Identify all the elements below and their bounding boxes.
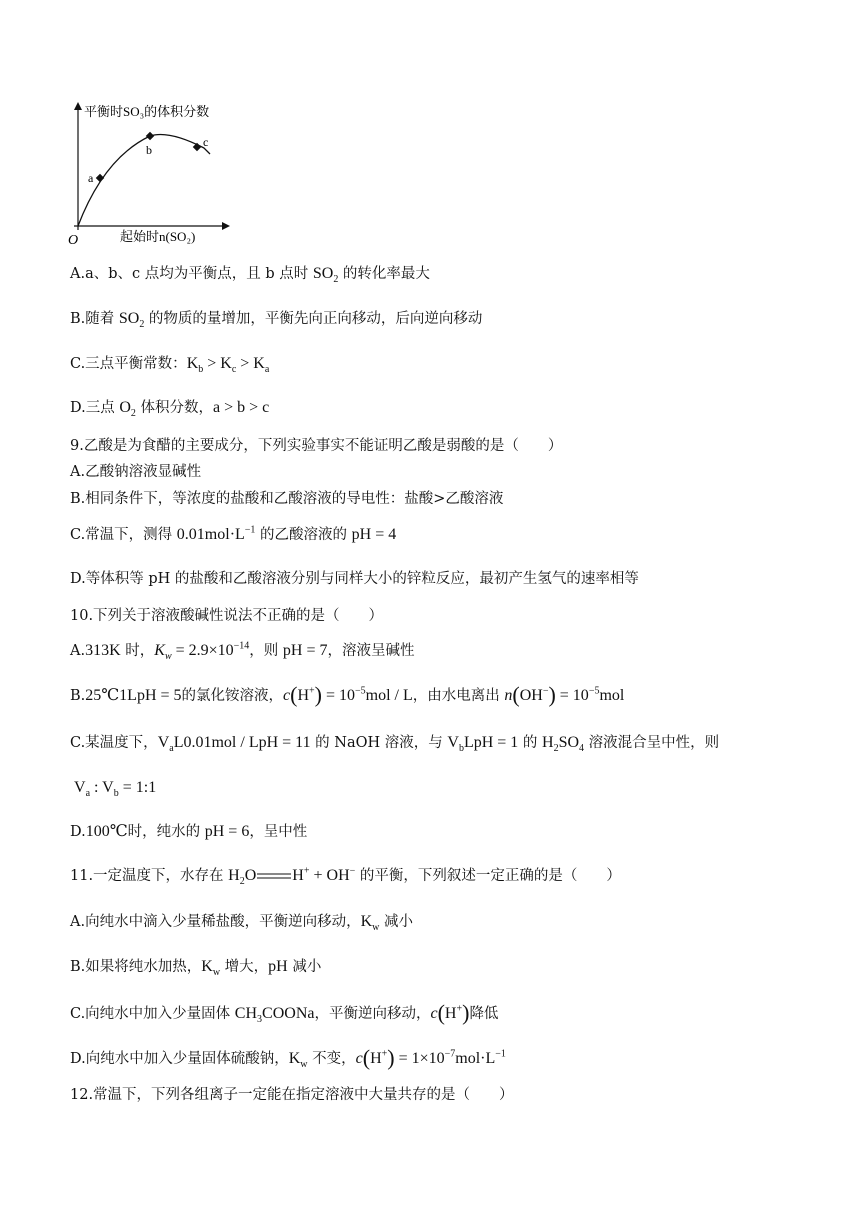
x-axis-label: 起始时n(SO₂) xyxy=(120,229,196,244)
origin-label: O xyxy=(68,233,79,246)
point-a-label: a xyxy=(88,171,94,185)
q11-stem: 11.一定温度下，水存在 $H_2O$ H+ + OH− 的平衡，下列叙述一定正确的是（ ） xyxy=(70,865,621,888)
y-axis-label: 平衡时SO₃的体积分数 xyxy=(84,104,210,119)
q10-option-c-ratio: $V_a$ : $V_b$ = 1:1 xyxy=(74,779,157,800)
q8-option-b: B.随着 $SO_2$ 的物质的量增加，平衡先向正向移动，后向逆向移动 xyxy=(70,310,483,331)
q11-option-b: B.如果将纯水加热，$K_w$ 增大，pH 减小 xyxy=(70,958,322,979)
so3-volume-fraction-chart xyxy=(64,98,254,246)
q11-option-c: C.向纯水中加入少量固体 $CH_3COONa$，平衡逆向移动，c(H+)降低 xyxy=(70,1000,499,1026)
q9-option-a: A.乙酸钠溶液显碱性 xyxy=(70,464,202,480)
q12-stem: 12.常温下，下列各组离子一定能在指定溶液中大量共存的是（ ） xyxy=(70,1087,514,1103)
q9-stem: 9.乙酸是为食醋的主要成分，下列实验事实不能证明乙酸是弱酸的是（ ） xyxy=(70,438,563,454)
point-c-label: c xyxy=(203,135,209,149)
q9-option-c: C.常温下，测得 $0.01mol\cdot L^{-1}$ 的乙酸溶液的 pH = 4 xyxy=(70,524,397,543)
q8-option-c: C.三点平衡常数：$K_b > K_c > K_a$ xyxy=(70,355,270,376)
q11-option-a: A.向纯水中滴入少量稀盐酸，平衡逆向移动，$K_w$ 减小 xyxy=(70,913,413,934)
point-b xyxy=(146,132,154,140)
point-a xyxy=(96,174,104,182)
q10-option-c: C.某温度下，$V_aL0.01mol$ / LpH = 11 的 NaOH 溶液，与 $V_bLpH = 1$ 的 $H_2SO_4$ 溶液混合呈中性，则 xyxy=(70,734,720,755)
equilibrium-curve xyxy=(78,135,210,227)
equilibrium-arrow-icon xyxy=(256,870,292,882)
q8-option-a: A.a、b、c 点均为平衡点，且 b 点时 $SO_2$ 的转化率最大 xyxy=(70,265,430,286)
q10-option-d: D.100℃时，纯水的 pH = 6，呈中性 xyxy=(70,823,308,840)
q10-option-b: B.25℃1LpH = 5的氯化铵溶液，$c(H^+) = 10^{-5}mol / L$，由水电离出 $n(OH^-) = 10^{-5}mol$ xyxy=(70,682,625,707)
y-axis-arrow xyxy=(74,102,82,110)
q10-stem: 10.下列关于溶液酸碱性说法不正确的是（ ） xyxy=(70,608,384,624)
x-axis-arrow xyxy=(222,222,230,230)
q10-option-a: A.313K 时，$K_w = 2.9\times 10^{-14}$，则 pH = 7，溶液呈碱性 xyxy=(70,640,415,663)
q9-option-d: D.等体积等 pH 的盐酸和乙酸溶液分别与同样大小的锌粒反应，最初产生氢气的速率相等 xyxy=(70,571,639,587)
point-b-label: b xyxy=(146,143,152,157)
q9-option-b: B.相同条件下，等浓度的盐酸和乙酸溶液的导电性：盐酸>乙酸溶液 xyxy=(70,491,504,507)
q8-option-d: D.三点 $O_2$ 体积分数，a > b > c xyxy=(70,399,270,420)
point-c xyxy=(193,143,201,151)
q11-option-d: D.向纯水中加入少量固体硫酸钠，$K_w$ 不变，$c(H^+) = 1\times 10^{-7}mol\cdot L^{-1}$ xyxy=(70,1045,506,1071)
